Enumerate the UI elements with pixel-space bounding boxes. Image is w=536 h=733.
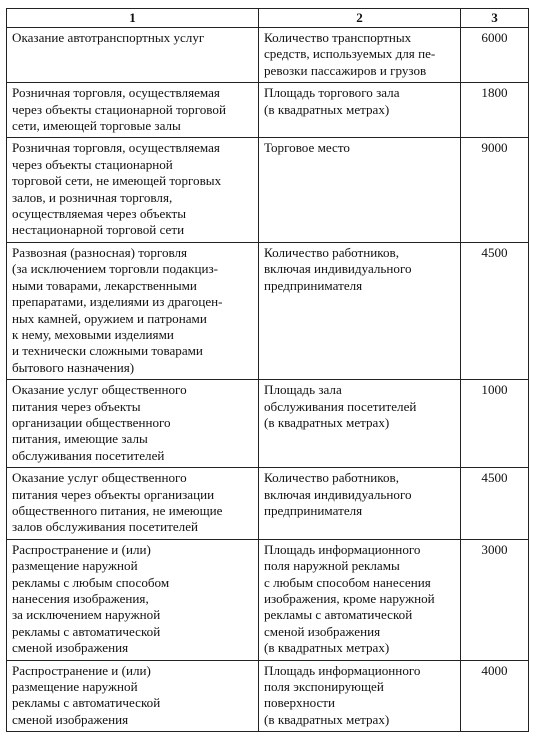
column-header-3: 3: [461, 9, 529, 28]
value-cell: 6000: [461, 28, 529, 83]
value-cell: 4000: [461, 660, 529, 732]
value-cell: 3000: [461, 539, 529, 660]
table-row: [7, 539, 529, 660]
value-cell: 1000: [461, 380, 529, 468]
indicator-cell: Торговое место: [259, 138, 461, 242]
table-row: [7, 380, 529, 468]
tax-rate-table: [6, 8, 529, 732]
activity-cell: Развозная (разносная) торговля (за исключением торговли подакциз- ными товарами, лекарственными препаратами, изделиями из драгоцен- ных камней, оружием и патронами к нему, меховыми изделиями и технически сложными товарами бытового назначения): [7, 242, 259, 379]
indicator-cell: Площадь информационного поля экспонирующей поверхности (в квадратных метрах): [259, 660, 461, 732]
activity-cell: Оказание услуг общественного питания через объекты организации общественного питания, имеющие залы обслуживания посетителей: [7, 380, 259, 468]
indicator-cell: Площадь торгового зала (в квадратных метрах): [259, 83, 461, 138]
value-cell: 4500: [461, 242, 529, 379]
value-cell: 1800: [461, 83, 529, 138]
activity-cell: Розничная торговля, осуществляемая через объекты стационарной торговой сети, не имеющей торговых залов, и розничная торговля, осуществляемая через объекты нестационарной торговой сети: [7, 138, 259, 242]
column-header-1: 1: [7, 9, 259, 28]
indicator-cell: Площадь зала обслуживания посетителей (в квадратных метрах): [259, 380, 461, 468]
table-row: [7, 28, 529, 83]
value-cell: 9000: [461, 138, 529, 242]
column-header-2: 2: [259, 9, 461, 28]
indicator-cell: Площадь информационного поля наружной рекламы с любым способом нанесения изображения, кроме наружной рекламы с автоматической сменой изображения (в квадратных метрах): [259, 539, 461, 660]
table-row: [7, 242, 529, 379]
table-row: [7, 83, 529, 138]
activity-cell: Розничная торговля, осуществляемая через объекты стационарной торговой сети, имеющей торговые залы: [7, 83, 259, 138]
indicator-cell: Количество работников, включая индивидуального предпринимателя: [259, 468, 461, 540]
value-cell: 4500: [461, 468, 529, 540]
activity-cell: Распространение и (или) размещение наружной рекламы с автоматической сменой изображения: [7, 660, 259, 732]
activity-cell: Распространение и (или) размещение наружной рекламы с любым способом нанесения изображения, за исключением наружной рекламы с автоматической сменой изображения: [7, 539, 259, 660]
document-page: [6, 8, 528, 732]
indicator-cell: Количество транспортных средств, используемых для пе- ревозки пассажиров и грузов: [259, 28, 461, 83]
activity-cell: Оказание автотранспортных услуг: [7, 28, 259, 83]
table-header-row: [7, 9, 529, 28]
activity-cell: Оказание услуг общественного питания через объекты организации общественного питания, не имеющие залов обслуживания посетителей: [7, 468, 259, 540]
table-row: [7, 138, 529, 242]
indicator-cell: Количество работников, включая индивидуального предпринимателя: [259, 242, 461, 379]
table-row: [7, 468, 529, 540]
table-row: [7, 660, 529, 732]
